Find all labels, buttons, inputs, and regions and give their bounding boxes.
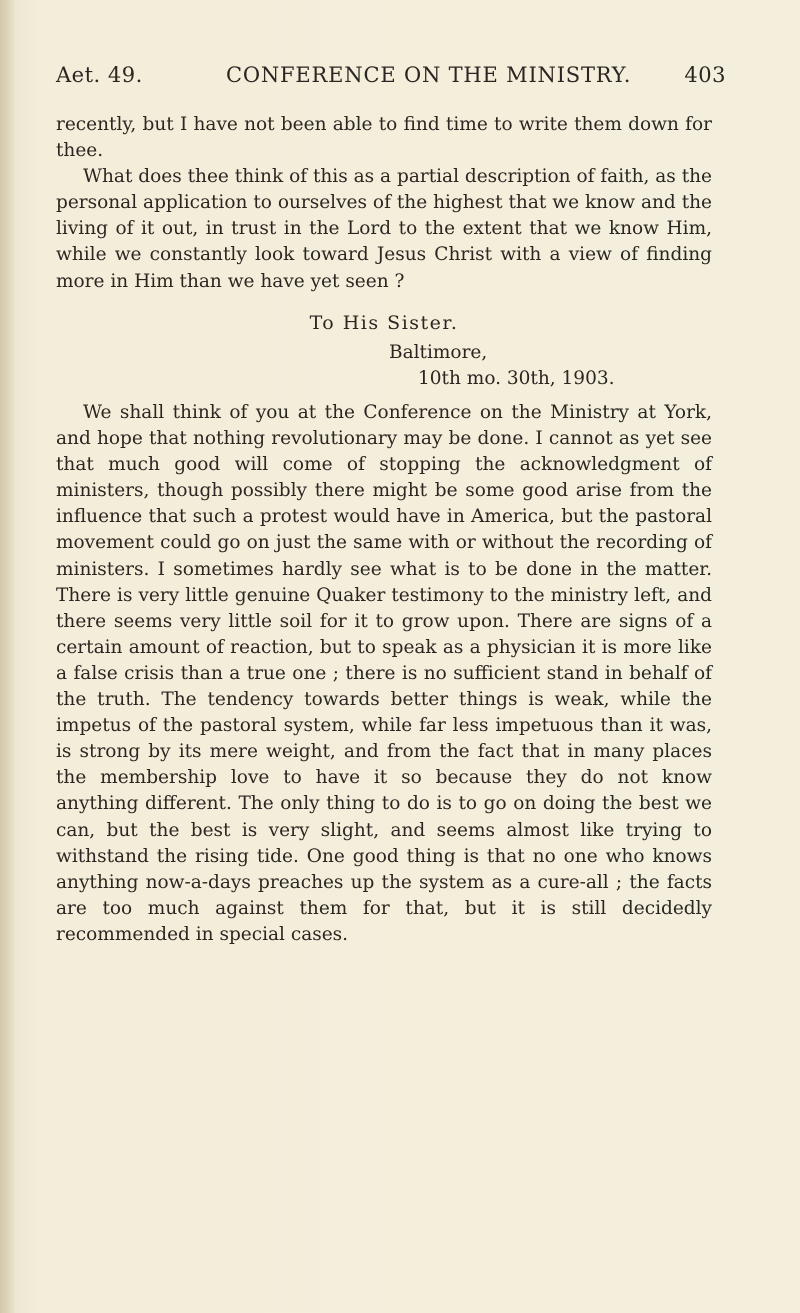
letter-date: 10th mo. 30th, 1903. (418, 368, 615, 389)
header-age-note: Aet. 49. (56, 63, 143, 87)
letter-body: We shall think of you at the Conference on the Ministry at York, and hope that nothing revolutionary may be done. I cannot as yet see that much good will come of stopping the acknowledgment of ministers, though possibly there might be some good arise from the influence that such a protest would have in America, but the pastoral movement could go on just the same with or without the recording of ministers. I sometimes hardly see what is to be done in the matter. There is very little genuine Quaker testimony to the ministry left, and there seems very little soil for it to grow upon. There are signs of a certain amount of reaction, but to speak as a physician it is more like a false crisis than a true one ; there is no sufficient stand in behalf of the truth. The tendency towards better things is weak, while the impetus of the pastoral system, while far less impetuous than it was, is strong by its mere weight, and from the fact that in many places the membership love to have it so because they do not know anything different. The only thing to do is to go on doing the best we can, but the best is very slight, and seems almost like trying to withstand the rising tide. One good thing is that no one who knows anything now-a-days preaches up the system as a cure-all ; the facts are too much against them for that, but it is still decidedly recommended in special cases. (56, 402, 712, 945)
paragraph-faith-question: What does thee think of this as a partial description of faith, as the personal application to ourselves of the highest that we know and the living of it out, in trust in the Lord to the extent that we know Him, while we constantly look toward Jesus Christ with a view of finding more in Him than we have yet seen ? (56, 166, 712, 292)
paragraph-continuation: recently, but I have not been able to find time to write them down for thee. (56, 114, 712, 162)
opening-text (56, 112, 712, 295)
letter-heading: To His Sister. (309, 312, 459, 334)
running-header (56, 63, 726, 93)
header-title: CONFERENCE ON THE MINISTRY. (226, 63, 632, 87)
page-binding-shadow (0, 0, 14, 1313)
page-number: 403 (684, 63, 726, 87)
letter-place: Baltimore, (389, 342, 488, 363)
